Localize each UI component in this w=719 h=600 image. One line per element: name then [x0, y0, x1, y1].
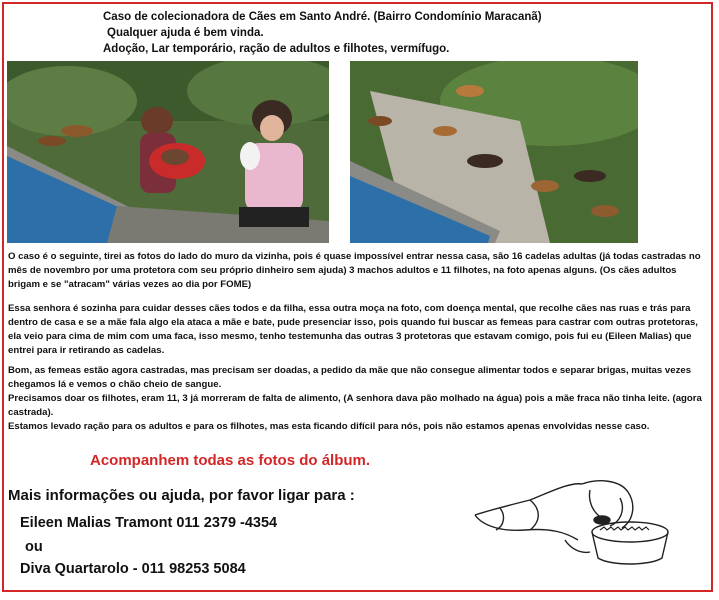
more-info-heading: Mais informações ou ajuda, por favor ligar para : [8, 487, 355, 504]
paragraph-needs-line1: Bom, as femeas estão agora castradas, mas precisam ser doadas, a pedido da mãe que não consegue alimentar todos e separar brigas, muitas vezes chegamos lá e vemos o chão cheio de sangue. [8, 365, 692, 390]
header-subtitle: Qualquer ajuda é bem vinda. [107, 27, 264, 39]
header-needs: Adoção, Lar temporário, ração de adultos e filhotes, vermífugo. [103, 43, 450, 55]
header [103, 9, 663, 57]
album-callout: Acompanhem todas as fotos do álbum. [90, 452, 371, 469]
paragraph-needs-line3: Estamos levado ração para os adultos e para os filhotes, mas esta ficando difícil para nós, pois não estamos apenas envolvidas nesse caso. [8, 421, 650, 432]
contact-eileen: Eileen Malias Tramont 011 2379 -4354 [20, 515, 278, 531]
paragraph-needs [8, 364, 708, 434]
paragraph-case-summary: O caso é o seguinte, tirei as fotos do lado do muro da vizinha, pois é quase impossível entrar nessa casa, são 16 cadelas adultas (já todas castradas no mês de novembro por uma protetora com seu próprio dinheiro sem ajuda) 3 machos adultos e 11 filhotes, na foto apenas alguns. (Os cães adultos brigam e se "atracam" várias vezes ao dia por FOME) [8, 251, 701, 290]
paragraph-situation: Essa senhora é sozinha para cuidar desses cães todos e da filha, essa outra moça na foto, com doença mental, que recolhe cães nas ruas e trás para dentro de casa e se a mãe fala algo ela ataca a mãe e bate, pude presenciar isso, pois quando fui buscar as femeas para castrar com outras protetoras, ela veio para cima de mim com uma faca, isso mesmo, tenho testemunha das outras 3 protetoras que estavam comigo, pois fui eu (Eileen Malias) que entrei para ir retirando as cadelas. [8, 303, 698, 356]
header-title: Caso de colecionadora de Cães em Santo André. (Bairro Condomínio Maracanã) [103, 11, 542, 23]
paragraph-needs-line2: Precisamos doar os filhotes, eram 11, 3 já morreram de falta de alimento, (A senhora dava pão molhado na água) pois a mãe fraca não tinha leite. (agora castrada). [8, 393, 702, 418]
contact-or: ou [25, 539, 43, 555]
dog-bowl-illustration [470, 470, 670, 570]
contact-diva: Diva Quartarolo - 011 98253 5084 [20, 561, 246, 577]
photo-women-with-dogs [7, 61, 329, 243]
photo-dogs-in-yard [350, 61, 638, 243]
